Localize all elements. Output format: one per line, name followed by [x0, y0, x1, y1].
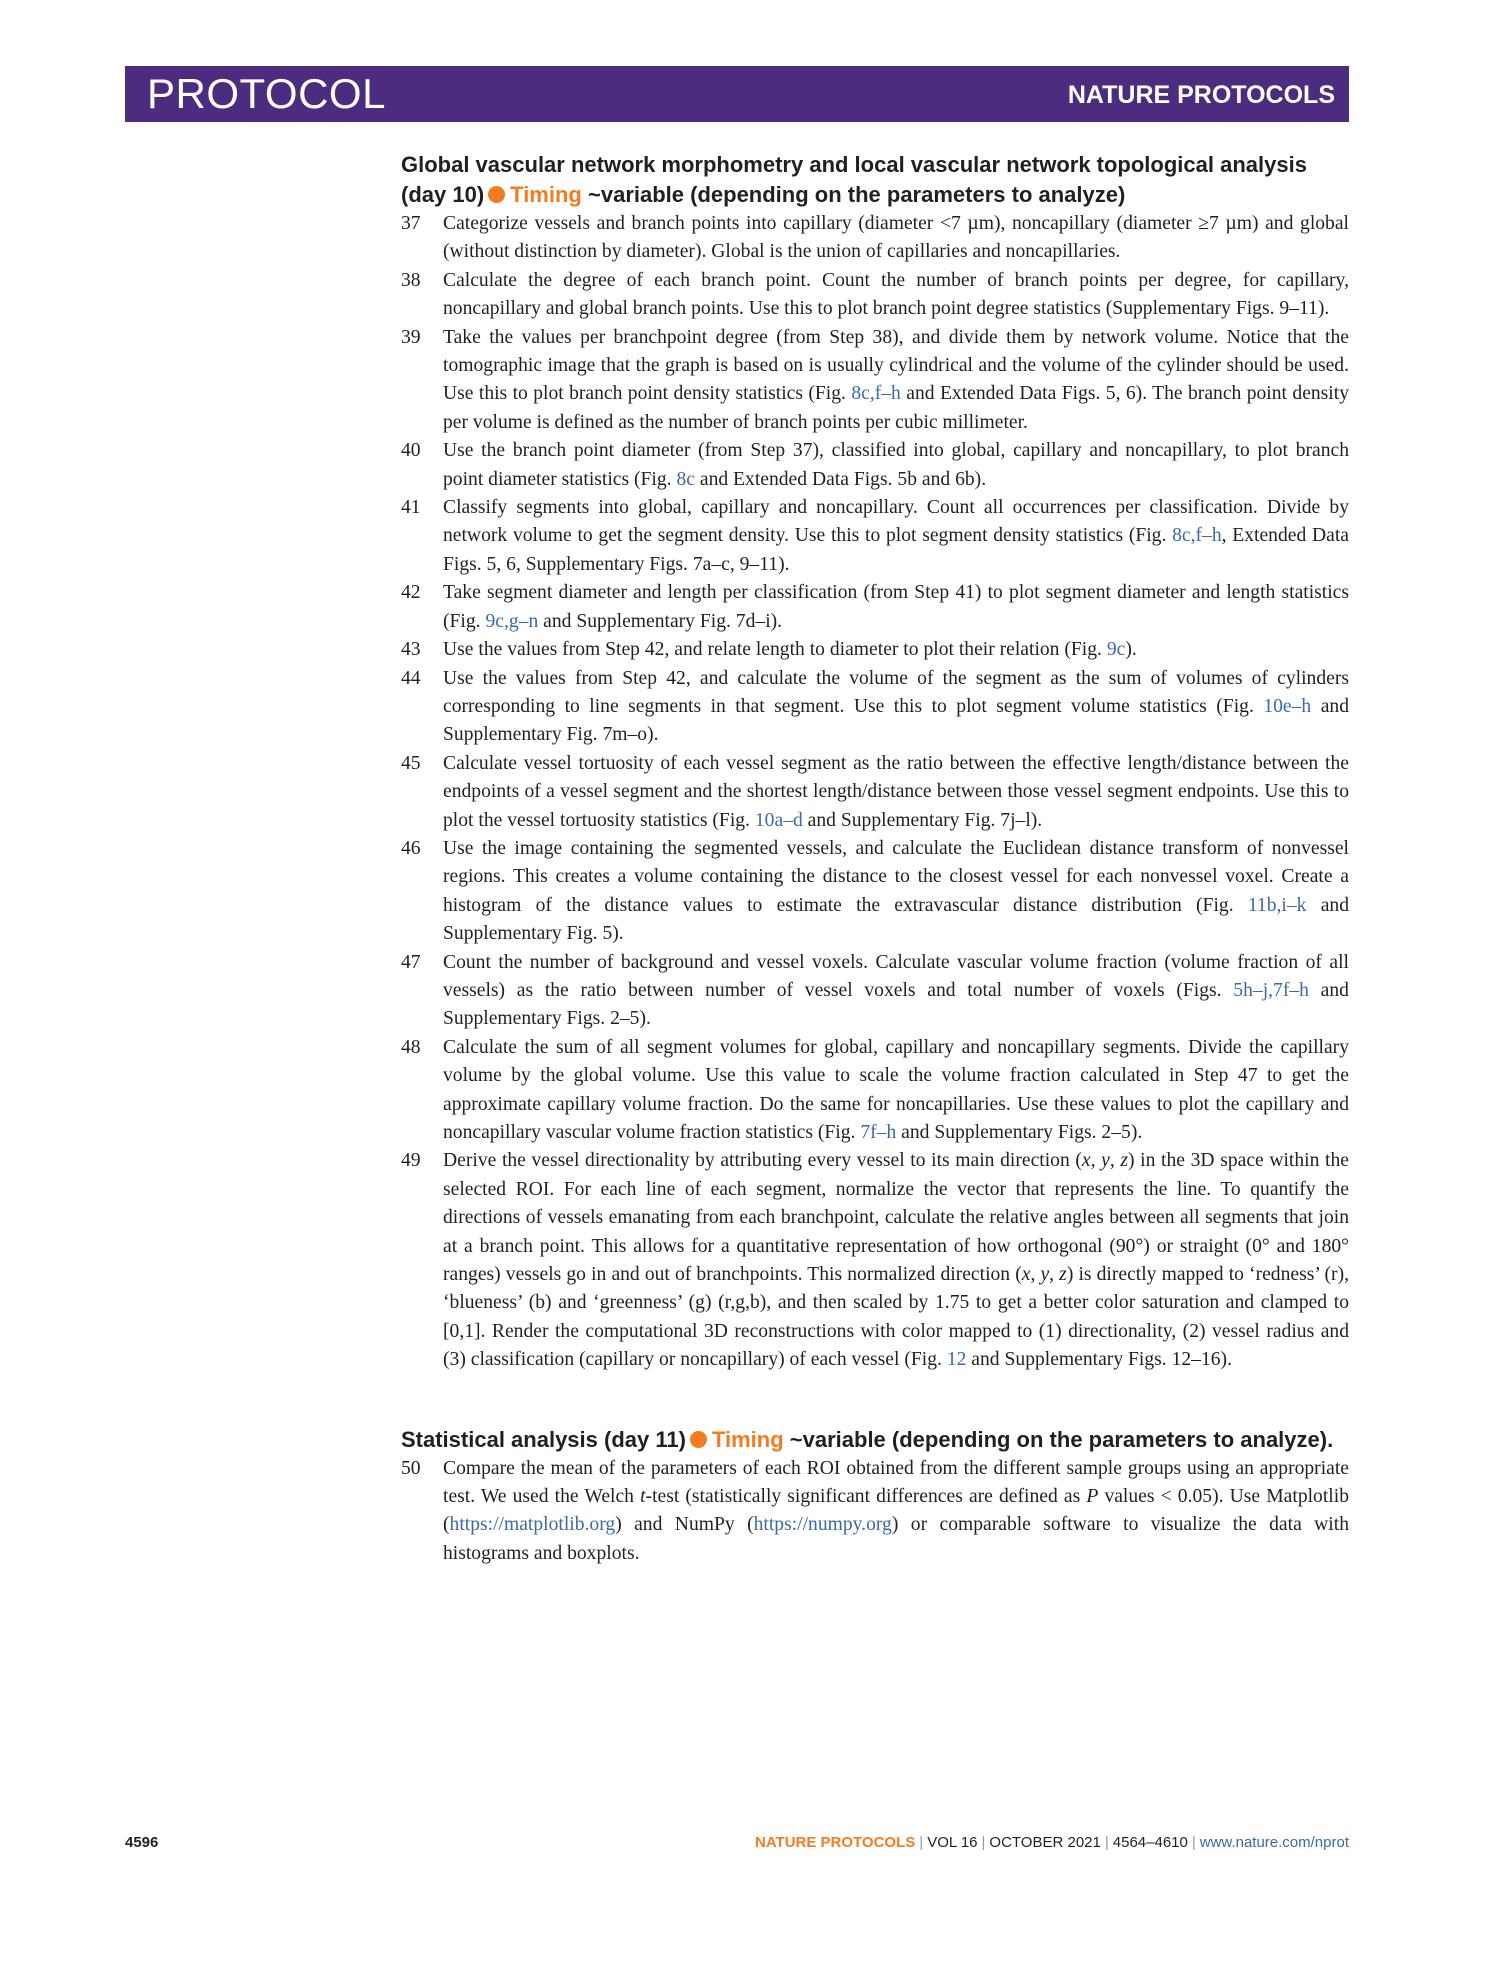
- step-text: ,: [1090, 1150, 1102, 1172]
- step-text: Classify segments into global, capillary and noncapillary. Count all occurrences per classification. Divide by network volume to get the segment density. Use this to plot segment density statistics (Fig.: [443, 497, 1349, 547]
- figure-link[interactable]: 8c,f–h: [1172, 525, 1222, 547]
- step-text: Calculate vessel tortuosity of each vessel segment as the ratio between the effective length/distance between the endpoints of a vessel segment and the shortest length/distance between those vessel segment endpoints. Use this to plot the vessel tortuosity statistics (Fig.: [443, 752, 1349, 831]
- step-text: and Supplementary Fig. 7j–l).: [802, 809, 1043, 831]
- step-40: [401, 437, 1349, 494]
- footer-url-link[interactable]: www.nature.com/nprot: [1199, 1834, 1349, 1851]
- main-content: [401, 150, 1349, 1568]
- step-text: and Supplementary Figs. 2–5).: [443, 979, 1349, 1030]
- step-45: [401, 750, 1349, 835]
- section-heading-line1: Global vascular network morphometry and local vascular network topological analysis: [401, 152, 1307, 177]
- figure-link[interactable]: https://numpy.org: [753, 1514, 892, 1536]
- step-text: ) in the 3D space within the selected ROI. For each line of each segment, normalize the vector that represents the line. To quantify the directions of vessels emanating from each branchpoint, calculate the relative angles between all segments that join at a branch point. This allows for a quantitative representation of how orthogonal (90°) or straight (0° and 180° ranges) vessels go in and out of branchpoints. This normalized direction (: [443, 1150, 1349, 1286]
- step-text: ) and NumPy (: [615, 1514, 754, 1536]
- step-text: Take segment diameter and length per classification (from Step 41) to plot segment diameter and length statistics (Fig.: [443, 582, 1349, 632]
- timing-dot-icon: [690, 1431, 707, 1448]
- step-text: ,: [1109, 1150, 1121, 1172]
- footer-citation: NATURE PROTOCOLS | VOL 16 | OCTOBER 2021 | 4564–4610 | www.nature.com/nprot: [754, 1834, 1349, 1851]
- step-number: 41: [401, 497, 421, 519]
- figure-link[interactable]: 12: [946, 1349, 967, 1371]
- step-number: 43: [401, 639, 421, 661]
- step-text: y: [1040, 1264, 1050, 1286]
- step-text: ).: [1125, 639, 1137, 661]
- figure-link[interactable]: 9c,g–n: [485, 610, 539, 632]
- step-text: Use the branch point diameter (from Step 37), classified into global, capillary and noncapillary, to plot branch point diameter statistics (Fig.: [443, 440, 1349, 490]
- step-number: 49: [401, 1150, 421, 1172]
- step-text: Categorize vessels and branch points into capillary (diameter <7 µm), noncapillary (diameter ≥7 µm) and global (without distinction by diameter). Global is the union of capillaries and noncapillaries.: [443, 213, 1349, 263]
- section-heading-global-vascular: [401, 150, 1349, 210]
- step-text: Count the number of background and vessel voxels. Calculate vascular volume fraction (volume fraction of all vessels) as the ratio between number of vessel voxels and total number of voxels (Figs.: [443, 951, 1349, 1001]
- step-text: values < 0.05). Use Matplotlib (: [443, 1486, 1349, 1536]
- step-number: 50: [401, 1457, 421, 1479]
- step-text: z: [1120, 1150, 1129, 1172]
- step-number: 38: [401, 269, 421, 291]
- footer-volume: VOL 16: [927, 1834, 978, 1851]
- step-text: Calculate the degree of each branch point. Count the number of branch points per degree, for capillary, noncapillary and global branch points. Use this to plot branch point degree statistics (Supplementary Figs. 9–11).: [443, 269, 1349, 320]
- step-text: and Extended Data Figs. 5b and 6b).: [694, 468, 987, 490]
- step-39: [401, 324, 1349, 438]
- step-43: [401, 636, 1349, 664]
- step-text: ) is directly mapped to ‘redness’ (r), ‘blueness’ (b) and ‘greenness’ (g) (r,g,b), and then scaled by 1.75 to get a better color saturation and clamped to [0,1]. Render the computational 3D reconstructions with color mapped to (1) directionality, (2) vessel radius and (3) classification (capillary or noncapillary) of each vessel (Fig.: [443, 1264, 1349, 1371]
- figure-link[interactable]: https://matplotlib.org: [449, 1514, 616, 1536]
- timing-text: ~variable (depending on the parameters to analyze): [588, 182, 1126, 207]
- step-number: 46: [401, 837, 421, 859]
- footer-date: OCTOBER 2021: [989, 1834, 1101, 1851]
- journal-name-header: NATURE PROTOCOLS: [1067, 81, 1335, 109]
- step-49: [401, 1147, 1349, 1374]
- timing-dot-icon: [488, 186, 505, 203]
- figure-link[interactable]: 7f–h: [860, 1122, 897, 1143]
- step-number: 37: [401, 213, 421, 234]
- section-heading-line2: [401, 180, 1349, 210]
- step-38: [401, 267, 1349, 324]
- figure-link[interactable]: 5h–j,7f–h: [1233, 979, 1309, 1001]
- step-text: Use the values from Step 42, and calculate the volume of the segment as the sum of volumes of cylinders corresponding to line segments in that segment. Use this to plot segment volume statistics (Fig.: [443, 667, 1349, 717]
- step-text: y: [1101, 1150, 1110, 1172]
- step-number: 40: [401, 440, 421, 462]
- step-list-1: [401, 210, 1349, 1375]
- section-heading-day: (day 10): [401, 182, 485, 207]
- step-number: 44: [401, 667, 421, 689]
- figure-link[interactable]: 8c: [676, 468, 695, 490]
- step-text: ) or comparable software to visualize the data with histograms and boxplots.: [443, 1514, 1349, 1564]
- step-text: Use the values from Step 42, and relate length to diameter to plot their relation (Fig.: [443, 639, 1107, 661]
- section-heading-day: Statistical analysis (day 11): [401, 1426, 686, 1452]
- step-46: [401, 835, 1349, 949]
- step-48: [401, 1034, 1349, 1148]
- step-text: and Supplementary Figs. 2–5).: [896, 1122, 1143, 1143]
- figure-link[interactable]: 9c: [1106, 639, 1126, 661]
- article-type-label: PROTOCOL: [147, 70, 386, 117]
- step-text: -test (statistically significant differences are defined as: [645, 1486, 1087, 1508]
- figure-link[interactable]: 8c,f–h: [851, 383, 901, 405]
- step-text: Take the values per branchpoint degree (from Step 38), and divide them by network volume. Notice that the tomographic image that the graph is based on is usually cylindrical and the volume of the cylinder should be used. Use this to plot branch point density statistics (Fig.: [443, 326, 1349, 405]
- step-text: and Supplementary Fig. 7m–o).: [443, 695, 1349, 746]
- step-42: [401, 579, 1349, 636]
- step-text: Calculate the sum of all segment volumes for global, capillary and noncapillary segments. Divide the capillary volume by the global volume. Use this value to scale the volume fraction calculated in Step 47 to get the approximate capillary volume fraction. Do the same for noncapillaries. Use these values to plot the capillary and noncapillary vascular volume fraction statistics (Fig.: [443, 1036, 1349, 1143]
- step-number: 42: [401, 582, 421, 604]
- figure-link[interactable]: 10e–h: [1263, 695, 1312, 717]
- step-text: and Supplementary Fig. 7d–i).: [538, 610, 783, 632]
- step-text: , Extended Data Figs. 5, 6, Supplementary Figs. 7a–c, 9–11).: [443, 525, 1349, 575]
- step-text: Use the image containing the segmented vessels, and calculate the Euclidean distance transform of nonvessel regions. This creates a volume containing the distance to the closest vessel for each nonvessel voxel. Create a histogram of the distance values to estimate the extravascular distance distribution (Fig.: [443, 837, 1349, 916]
- timing-label: Timing: [510, 182, 582, 207]
- page-number: 4596: [125, 1834, 159, 1851]
- step-37: [401, 210, 1349, 267]
- step-44: [401, 665, 1349, 750]
- step-text: and Extended Data Figs. 5, 6). The branch point density per volume is defined as the number of branch points per cubic millimeter.: [443, 383, 1349, 433]
- step-text: P: [1086, 1486, 1099, 1508]
- figure-link[interactable]: 11b,i–k: [1247, 894, 1307, 916]
- header-banner: [125, 66, 1349, 122]
- step-text: t: [640, 1486, 646, 1508]
- footer-pages: 4564–4610: [1112, 1834, 1188, 1851]
- figure-link[interactable]: 10a–d: [754, 809, 803, 831]
- step-text: x: [1021, 1264, 1031, 1286]
- step-47: [401, 949, 1349, 1034]
- step-text: Compare the mean of the parameters of each ROI obtained from the different sample groups using an appropriate test. We used the Welch: [443, 1457, 1349, 1508]
- step-list-2: [401, 1455, 1349, 1569]
- step-number: 47: [401, 951, 421, 973]
- step-text: z: [1059, 1264, 1067, 1286]
- timing-label: Timing: [711, 1426, 784, 1452]
- step-50: [401, 1455, 1349, 1569]
- step-text: ,: [1049, 1264, 1060, 1286]
- step-text: x: [1081, 1150, 1091, 1172]
- footer-journal: NATURE PROTOCOLS: [754, 1834, 916, 1851]
- step-41: [401, 494, 1349, 579]
- step-text: Derive the vessel directionality by attributing every vessel to its main direction (: [443, 1150, 1082, 1172]
- step-text: ,: [1030, 1264, 1041, 1286]
- step-number: 45: [401, 752, 421, 774]
- step-number: 39: [401, 326, 421, 348]
- step-text: and Supplementary Fig. 5).: [443, 894, 1349, 945]
- step-text: and Supplementary Figs. 12–16).: [966, 1349, 1232, 1371]
- timing-text: ~variable (depending on the parameters to analyze).: [789, 1426, 1334, 1452]
- step-number: 48: [401, 1036, 421, 1058]
- section-heading-statistical: [401, 1425, 1349, 1455]
